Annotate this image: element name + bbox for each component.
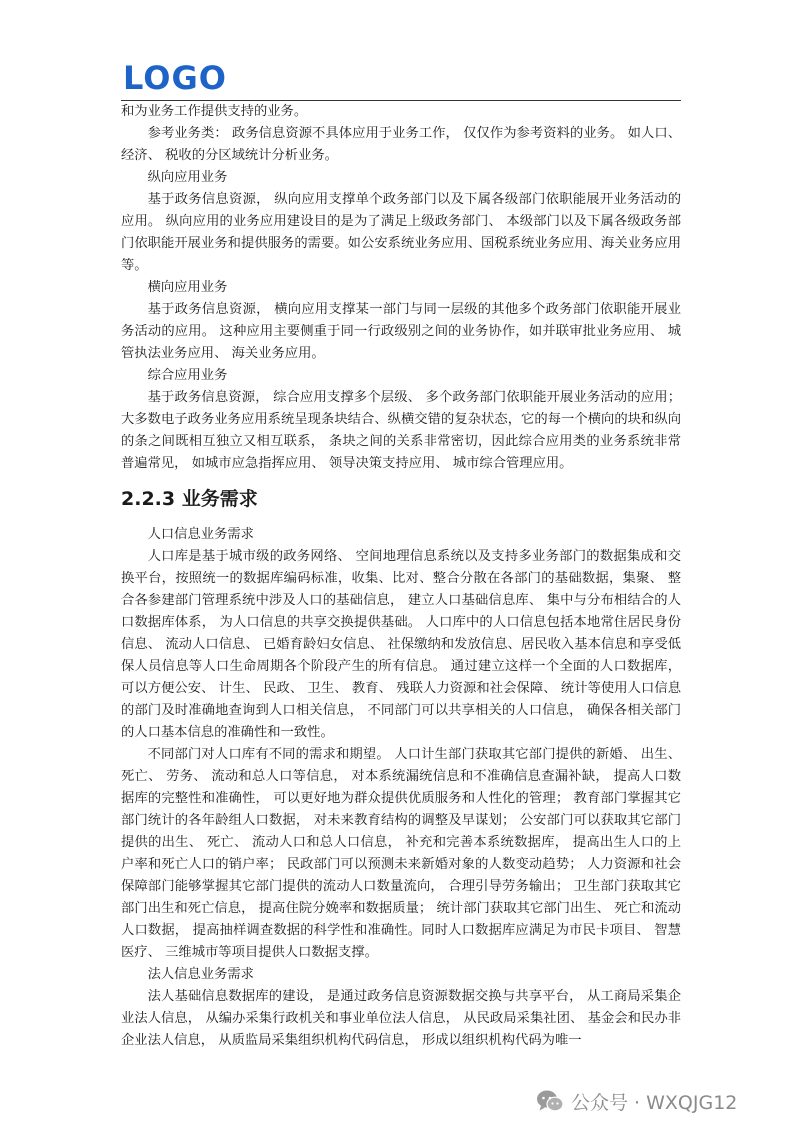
watermark <box>536 1086 737 1116</box>
paragraph: 基于政务信息资源， 综合应用支撑多个层级、 多个政务部门依职能开展业务活动的应用； 大多数电子政务业务应用系统呈现条块结合、纵横交错的复杂状态，它的每一个横向的块和纵向的条之间既相互独立又相互联系， 条块之间的关系非常密切，因此综合应用类的业务系统非常普遍常见， 如城市应急指挥应用、 领导决策支持应用、 城市综合管理应用。 <box>121 390 681 471</box>
subheading: 横向应用业务 <box>147 280 228 295</box>
paragraph: 基于政务信息资源， 纵向应用支撑单个政务部门以及下属各级部门依职能展开业务活动的应用。 纵向应用的业务应用建设目的是为了满足上级政务部门、 本级部门以及下属各级政务部门依职能开展业务和提供服务的需要。如公安系统业务应用、国税系统业务应用、海关业务应用等。 <box>121 192 681 273</box>
paragraph: 基于政务信息资源， 横向应用支撑某一部门与同一层级的其他多个政务部门依职能开展业务活动的应用。 这种应用主要侧重于同一行政级别之间的业务协作，如并联审批业务应用、 城管执法业务应用、 海关业务应用。 <box>121 302 681 361</box>
paragraph: 法人基础信息数据库的建设， 是通过政务信息资源数据交换与共享平台， 从工商局采集企业法人信息， 从编办采集行政机关和事业单位法人信息， 从民政局采集社团、 基金会和民办非企业法人信息， 从质监局采集组织机构代码信息， 形成以组织机构代码为唯一 <box>121 989 681 1048</box>
subheading: 综合应用业务 <box>147 368 228 383</box>
paragraph: 和为业务工作提供支持的业务。 <box>121 104 308 119</box>
watermark-text: 公众号 · WXQJG12 <box>571 1091 738 1114</box>
section-heading: 2.2.3 业务需求 <box>121 488 258 510</box>
subheading: 纵向应用业务 <box>147 170 228 185</box>
paragraph: 参考业务类： 政务信息资源不具体应用于业务工作， 仅仅作为参考资料的业务。 如人口、 经济、 税收的分区域统计分析业务。 <box>121 126 681 163</box>
subheading: 人口信息业务需求 <box>147 527 254 542</box>
paragraph: 人口库是基于城市级的政务网络、 空间地理信息系统以及支持多业务部门的数据集成和交换平台，按照统一的数据库编码标准，收集、比对、整合分散在各部门的基础数据，集聚、 整合各参建部门管理系统中涉及人口的基础信息， 建立人口基础信息库、 集中与分布相结合的人口数据库体系， 为人口信息的共享交换提供基础。 人口库中的人口信息包括本地常住居民身份信息、 流动人口信息、 已婚育龄妇女信息、 社保缴纳和发放信息、居民收入基本信息和享受低保人员信息等人口生命周期各个阶段产生的所有信息。 通过建立这样一个全面的人口数据库，可以方便公安、 计生、 民政、 卫生、 教育、 残联人力资源和社会保障、 统计等使用人口信息的部门及时准确地查询到人口相关信息， 不同部门可以共享相关的人口信息， 确保各相关部门的人口基本信息的准确性和一致性。 <box>121 549 681 740</box>
paragraph: 不同部门对人口库有不同的需求和期望。 人口计生部门获取其它部门提供的新婚、 出生、 死亡、 劳务、 流动和总人口等信息， 对本系统漏统信息和不准确信息查漏补缺， 提高人口数据库的完整性和准确性， 可以更好地为群众提供优质服务和人性化的管理； 教育部门掌握其它部门统计的各年龄组人口数据， 对未来教育结构的调整及早谋划； 公安部门可以获取其它部门提供的出生、 死亡、 流动人口和总人口信息， 补充和完善本系统数据库， 提高出生人口的上户率和死亡人口的销户率； 民政部门可以预测未来新婚对象的人数变动趋势； 人力资源和社会保障部门能够掌握其它部门提供的流动人口数量流向， 合理引导劳务输出； 卫生部门获取其它部门出生和死亡信息， 提高住院分娩率和数据质量； 统计部门获取其它部门出生、 死亡和流动人口数据， 提高抽样调查数据的科学性和准确性。同时人口数据库应满足为市民卡项目、 智慧医疗、 三维城市等项目提供人口数据支撑。 <box>121 747 681 960</box>
logo: LOGO <box>123 59 227 97</box>
subheading: 法人信息业务需求 <box>147 967 254 982</box>
document-body <box>121 101 681 1052</box>
wechat-icon <box>536 1089 564 1113</box>
